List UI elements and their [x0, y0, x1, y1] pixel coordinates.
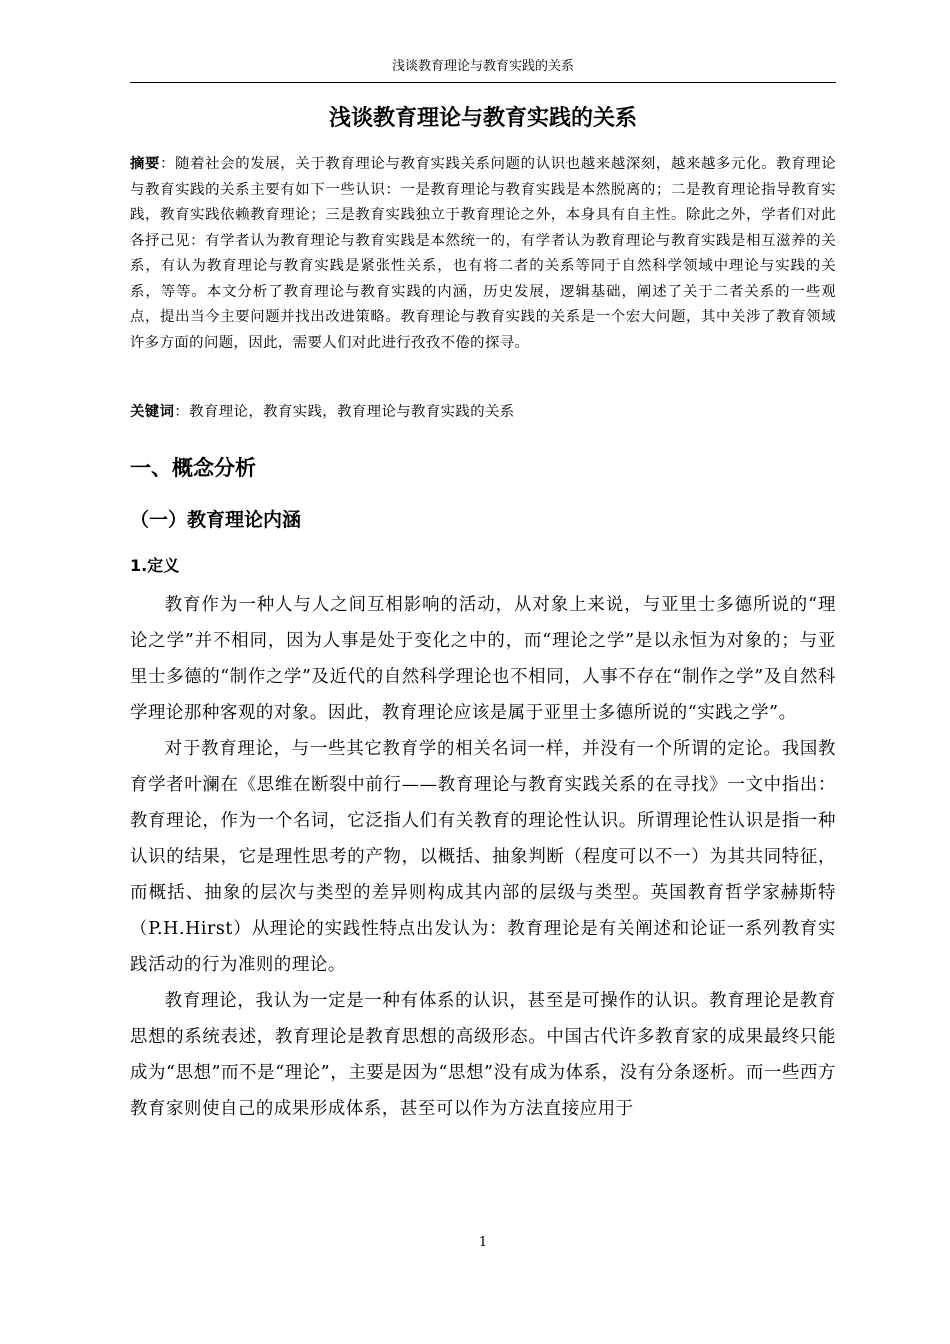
body-text [130, 587, 836, 1127]
page-number: 1 [478, 1235, 488, 1250]
abstract-text: ：随着社会的发展，关于教育理论与教育实践关系问题的认识也越来越深刻，越来越多元化。教育理论与教育实践的关系主要有如下一些认识：一是教育理论与教育实践是本然脱离的；二是教育理论指导教育实践，教育实践依赖教育理论；三是教育实践独立于教育理论之外，本身具有自主性。除此之外，学者们对此各抒己见：有学者认为教育理论与教育实践是本然统一的，有学者认为教育理论与教育实践是相互滋养的关系，有认为教育理论与教育实践是紧张性关系，也有将二者的关系等同于自然科学领域中理论与实践的关系，等等。本文分析了教育理论与教育实践的内涵，历史发展，逻辑基础，阐述了关于二者关系的一些观点，提出当今主要问题并找出改进策略。教育理论与教育实践的关系是一个宏大问题，其中关涉了教育领域许多方面的问题，因此，需要人们对此进行孜孜不倦的探寻。 [130, 156, 836, 351]
body-paragraph: 对于教育理论，与一些其它教育学的相关名词一样，并没有一个所谓的定论。我国教育学者叶澜在《思维在断裂中前行——教育理论与教育实践关系的在寻找》一文中指出：教育理论，作为一个名词，它泛指人们有关教育的理论性认识。所谓理论性认识是指一种认识的结果，它是理性思考的产物，以概括、抽象判断（程度可以不一）为其共同特征，而概括、抽象的层次与类型的差异则构成其内部的层级与类型。英国教育哲学家赫斯特（P.H.Hirst）从理论的实践性特点出发认为：教育理论是有关阐述和论证一系列教育实践活动的行为准则的理论。 [130, 739, 836, 975]
section-heading-concept-analysis: 一、概念分析 [130, 456, 256, 480]
keywords-label: 关键词 [130, 404, 175, 420]
keywords [130, 400, 836, 425]
document-title: 浅谈教育理论与教育实践的关系 [328, 106, 637, 131]
abstract [130, 152, 836, 356]
subsubsection-heading-definition: 1.定义 [130, 556, 180, 575]
header-divider [130, 82, 836, 83]
abstract-label: 摘要 [130, 156, 161, 172]
body-paragraph: 教育理论，我认为一定是一种有体系的认识，甚至是可操作的认识。教育理论是教育思想的系统表述，教育理论是教育思想的高级形态。中国古代许多教育家的成果最终只能成为“思想”而不是“理论”，主要是因为“思想”没有成为体系，没有分条逐析。而一些西方教育家则使自己的成果形成体系，甚至可以作为方法直接应用于 [130, 991, 836, 1119]
keywords-text: ：教育理论，教育实践，教育理论与教育实践的关系 [174, 404, 515, 420]
subsection-heading-theory-connotation: （一）教育理论内涵 [130, 509, 302, 531]
body-paragraph: 教育作为一种人与人之间互相影响的活动，从对象上来说，与亚里士多德所说的“理论之学”并不相同，因为人事是处于变化之中的，而“理论之学”是以永恒为对象的；与亚里士多德的“制作之学”及近代的自然科学理论也不相同，人事不存在“制作之学”及自然科学理论那种客观的对象。因此，教育理论应该是属于亚里士多德所说的“实践之学”。 [130, 595, 836, 723]
running-header: 浅谈教育理论与教育实践的关系 [391, 59, 574, 74]
